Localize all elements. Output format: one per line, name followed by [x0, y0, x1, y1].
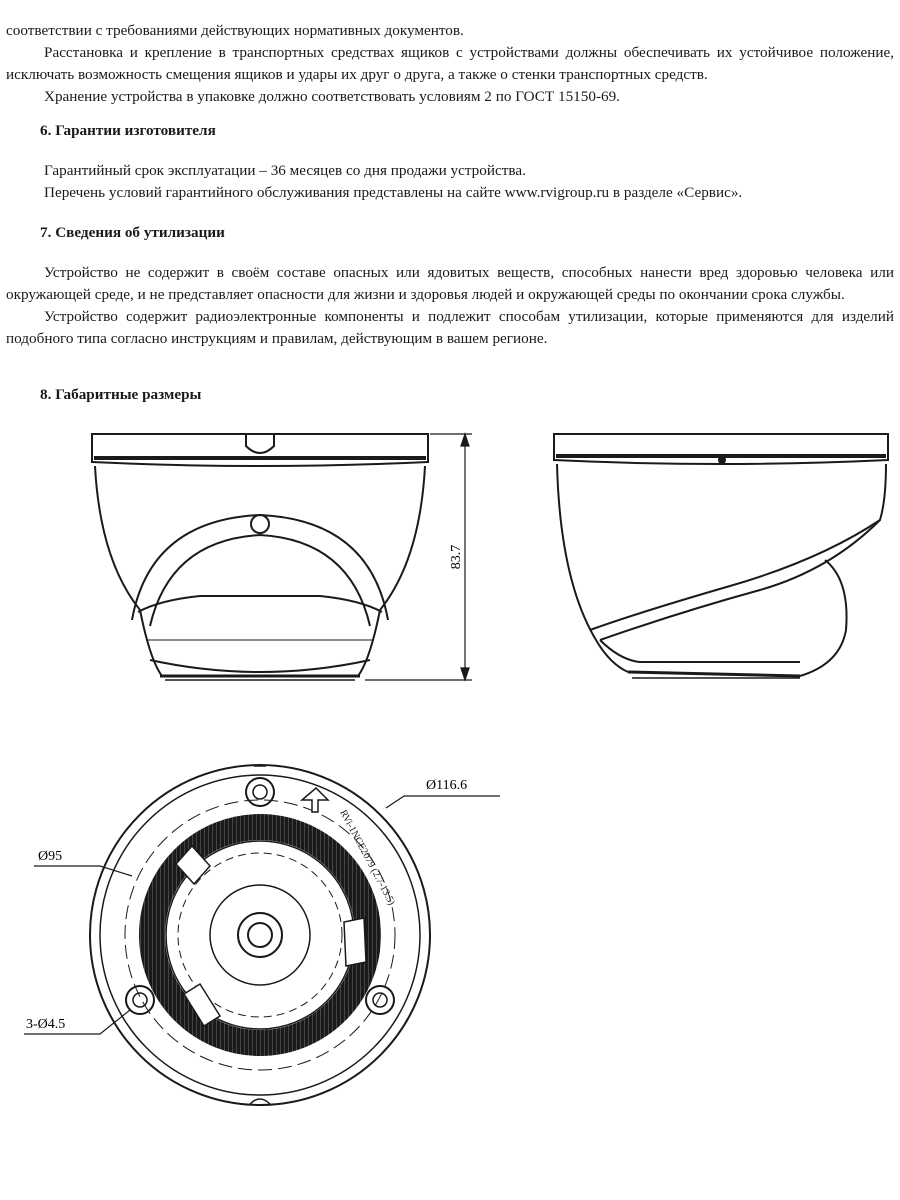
- disposal-heading: 7. Сведения об утилизации: [40, 224, 225, 241]
- camera-front-view: [92, 434, 428, 680]
- base-marking-text: RVi-1NCE2079 (2.7-13.5): [337, 808, 397, 908]
- inner-diameter-label: Ø95: [38, 849, 63, 864]
- camera-side-view: [554, 434, 888, 678]
- warranty-term: Гарантийный срок эксплуатации – 36 месяцев со дня продажи устройства.: [44, 162, 526, 179]
- disposal-block: [6, 262, 894, 350]
- disposal-paragraph-1: Устройство не содержит в своём составе опасных или ядовитых веществ, способных нанести вред здоровью человека или окружающей среде, и не представляет опасности для жизни и здоровья людей и окружающей среды по окончании срока службы.: [6, 264, 894, 303]
- warranty-heading: 6. Гарантии изготовителя: [40, 122, 216, 139]
- dimensions-heading: 8. Габаритные размеры: [40, 386, 202, 403]
- dimensions-drawing: [0, 420, 900, 1200]
- intro-block: [6, 20, 894, 108]
- storage-paragraph: Хранение устройства в упаковке должно соответствовать условиям 2 по ГОСТ 15150-69.: [44, 88, 620, 105]
- outer-diameter-label: Ø116.6: [426, 778, 468, 793]
- warranty-block: [6, 160, 894, 204]
- camera-bottom-view: [90, 765, 430, 1105]
- height-label: 83.7: [449, 544, 464, 570]
- holes-label: 3-Ø4.5: [26, 1017, 66, 1032]
- disposal-paragraph-2: Устройство содержит радиоэлектронные компоненты и подлежит способам утилизации, которые применяются для изделий подобного типа согласно инструкциям и правилам, действующим в вашем регионе.: [6, 308, 894, 347]
- warranty-conditions: Перечень условий гарантийного обслуживания представлены на сайте www.rvigroup.ru в разделе «Сервис».: [44, 184, 743, 201]
- placement-paragraph: Расстановка и крепление в транспортных средствах ящиков с устройствами должны обеспечивать их устойчивое положение, исключать возможность смещения ящиков и удары их друг о друга, а также о стенки транспортных средств.: [6, 44, 894, 83]
- intro-line: соответствии с требованиями действующих нормативных документов.: [6, 22, 464, 39]
